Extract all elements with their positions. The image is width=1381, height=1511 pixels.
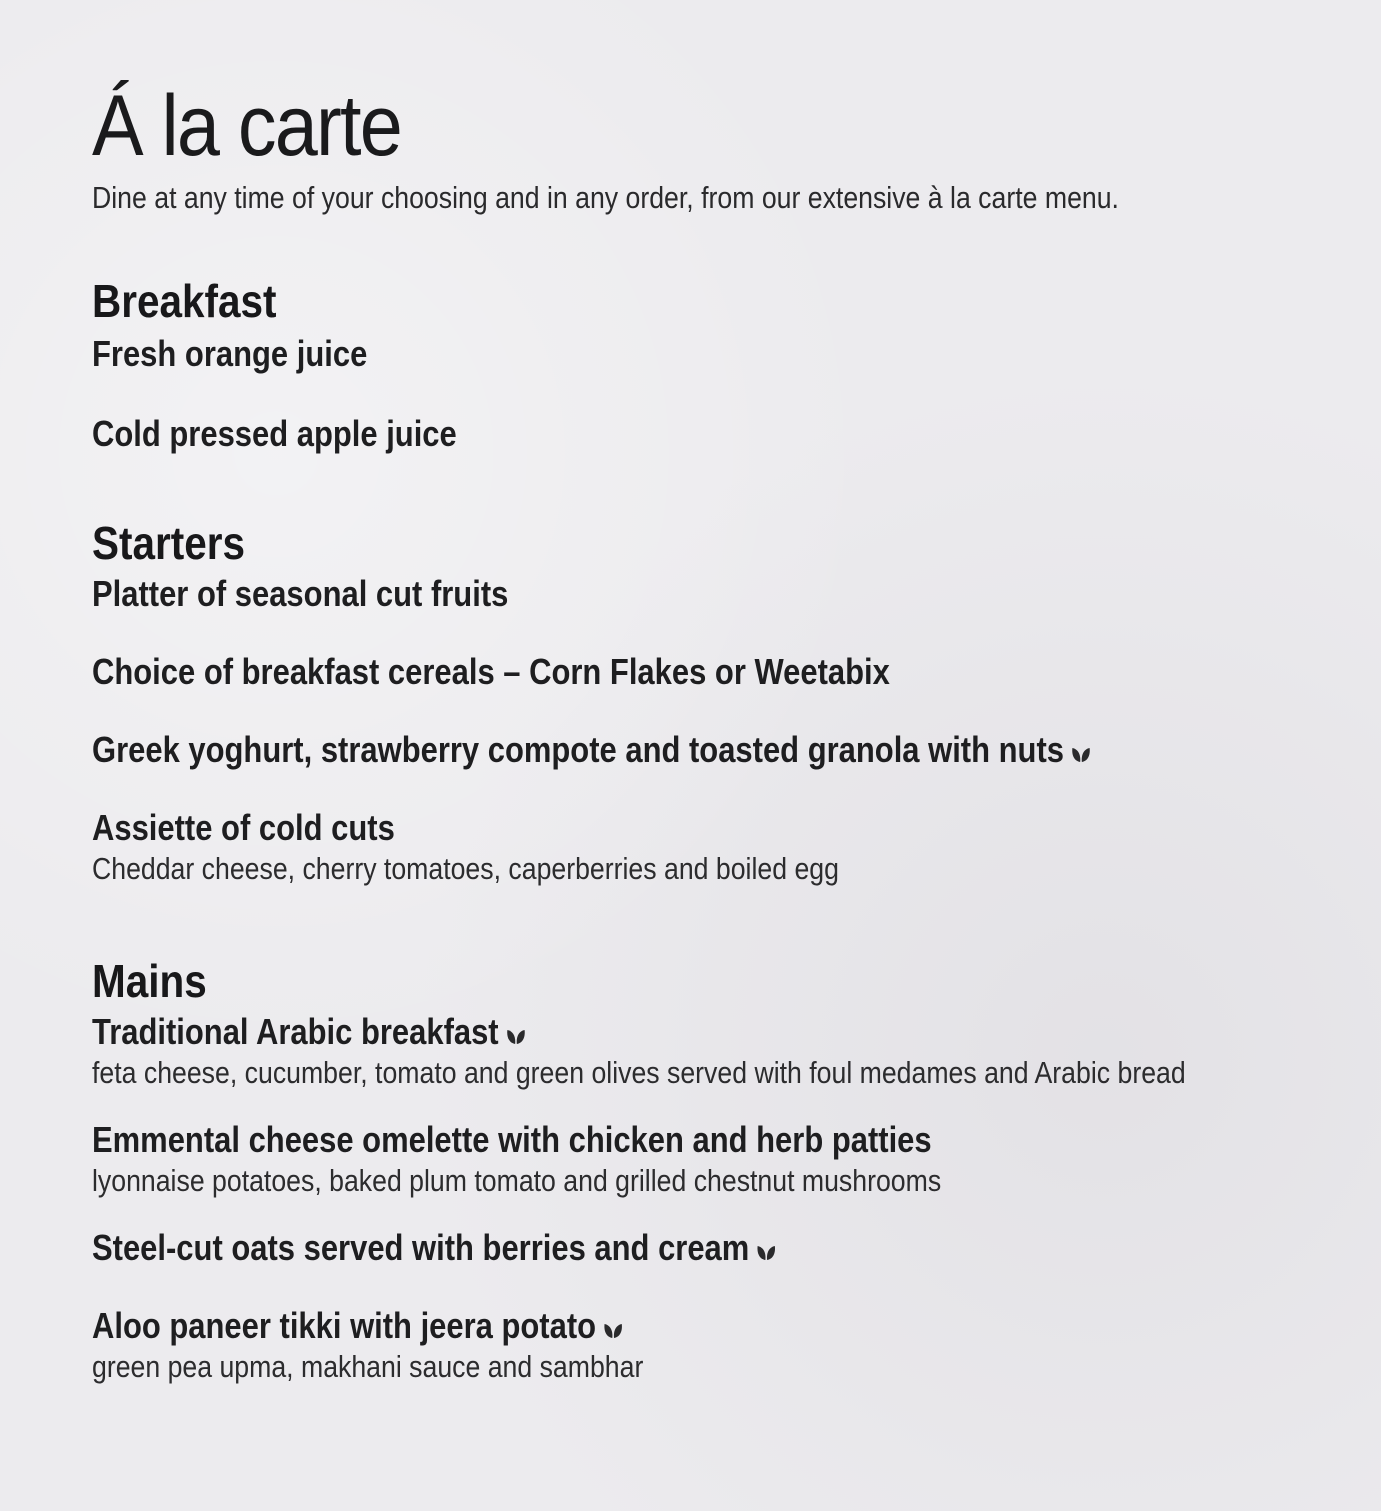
section-mains [92,954,1352,1386]
item-description: feta cheese, cucumber, tomato and green olives served with foul medames and Arabic bread [92,1055,1186,1090]
item-name-row [92,1304,1176,1348]
menu-item [92,1226,1352,1270]
section-title: Breakfast [92,275,277,327]
leaf-icon [756,1242,777,1262]
menu-item [92,1304,1352,1386]
item-name: Cold pressed apple juice [92,413,457,454]
item-name: Choice of breakfast cereals – Corn Flakes or Weetabix [92,651,890,692]
menu-item [92,728,1352,772]
menu-item [92,806,1352,888]
section-title: Starters [92,517,246,569]
leaf-icon [1071,744,1092,764]
menu-content [92,78,1352,1386]
item-name: Platter of seasonal cut fruits [92,573,509,614]
menu-item [92,1010,1352,1092]
item-description: Cheddar cheese, cherry tomatoes, caperberries and boiled egg [92,851,839,886]
leaf-icon [506,1026,527,1046]
item-name-row [92,1226,1176,1270]
item-name-row [92,728,1176,772]
item-name: Greek yoghurt, strawberry compote and toasted granola with nuts [92,729,1064,770]
leaf-icon [603,1320,624,1340]
menu-item [92,412,1352,456]
section-title: Mains [92,955,207,1007]
intro-text: Dine at any time of your choosing and in any order, from our extensive à la carte menu. [92,180,1119,215]
item-name: Fresh orange juice [92,333,368,374]
menu-item [92,1118,1352,1200]
page-title: Á la carte [92,78,401,174]
item-name: Steel-cut oats served with berries and cream [92,1227,750,1268]
item-name: Traditional Arabic breakfast [92,1011,499,1052]
section-starters [92,516,1352,888]
menu-item [92,572,1352,616]
item-description: lyonnaise potatoes, baked plum tomato and grilled chestnut mushrooms [92,1163,942,1198]
menu-item [92,332,1352,376]
item-name: Assiette of cold cuts [92,807,395,848]
item-name: Aloo paneer tikki with jeera potato [92,1305,597,1346]
menu-item [92,650,1352,694]
section-breakfast [92,274,1352,456]
item-description: green pea upma, makhani sauce and sambhar [92,1349,644,1384]
item-name: Emmental cheese omelette with chicken and herb patties [92,1119,932,1160]
item-name-row [92,1010,1176,1054]
